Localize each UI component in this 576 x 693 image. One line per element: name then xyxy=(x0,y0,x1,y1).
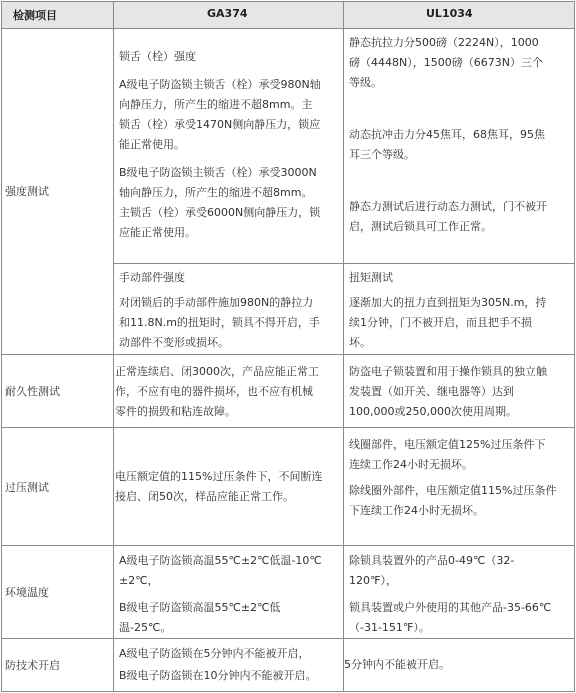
column-divider-2 xyxy=(343,1,344,692)
text-line: 应能正常使用。 xyxy=(119,226,196,239)
row-divider-environment xyxy=(1,545,575,546)
text-line: 零件的损毁和粘连故障。 xyxy=(115,405,236,418)
text-line: 静态抗拉力分500磅（2224N），1000 xyxy=(349,36,539,49)
header-test-item: 检测项目 xyxy=(13,9,57,22)
text-line: 下连续工作24小时无损坏。 xyxy=(349,504,484,517)
text-line: 锁具装置或户外使用的其他产品-35-66℃ xyxy=(349,601,552,614)
text-line: 坏。 xyxy=(349,336,371,349)
text-line: A级电子防盗锁主锁舌（栓）承受980N轴 xyxy=(119,78,321,91)
text-line: 作，不应有电的器件损坏，也不应有机械 xyxy=(115,385,313,398)
text-line: 5分钟内不能被开启。 xyxy=(344,658,450,671)
text-line: 100,000或250,000次使用周期。 xyxy=(349,405,517,418)
text-line: 能正常使用。 xyxy=(119,138,185,151)
text-line: 逐渐加大的扭力直到扭矩为305N.m，持 xyxy=(349,296,547,309)
text-line: 启，测试后锁具可工作正常。 xyxy=(349,220,492,233)
text-line: A级电子防盗锁在5分钟内不能被开启， xyxy=(119,647,310,660)
text-line: 等级。 xyxy=(349,76,382,89)
text-line: 电压额定值的115%过压条件下，不间断连 xyxy=(115,470,323,483)
text-line: 动态抗冲击力分45焦耳，68焦耳，95焦 xyxy=(349,128,545,141)
header-divider xyxy=(1,28,575,29)
text-line: 除锁具装置外的产品0-49℃（32- xyxy=(349,554,515,567)
table-border-top xyxy=(1,1,575,2)
text-line: 手动部件强度 xyxy=(119,271,185,284)
text-line: 接启、闭50次，样品应能正常工作。 xyxy=(115,490,294,503)
row-label-durability: 耐久性测试 xyxy=(5,385,60,398)
text-line: （-31-151℉）。 xyxy=(349,621,430,634)
row-divider-durability xyxy=(1,354,575,355)
header-row-background xyxy=(1,1,575,28)
text-line: 锁舌（栓）承受1470N侧向静压力，锁应 xyxy=(119,118,321,131)
text-line: 动部件不变形或损坏。 xyxy=(119,336,229,349)
comparison-table xyxy=(1,1,575,692)
text-line: 发装置（如开关、继电器等）达到 xyxy=(349,385,514,398)
text-line: 锁舌（栓）强度 xyxy=(119,50,196,63)
text-line: 耳三个等级。 xyxy=(349,148,415,161)
text-line: 对闭锁后的手动部件施加980N的静拉力 xyxy=(119,296,314,309)
header-ul1034: UL1034 xyxy=(426,7,473,20)
table-border-right xyxy=(574,1,575,692)
text-line: 除线圈外部件，电压额定值115%过压条件 xyxy=(349,484,557,497)
text-line: 向静压力，所产生的缩进不超8mm。主 xyxy=(119,98,313,111)
text-line: 扭矩测试 xyxy=(349,271,393,284)
text-line: 温-25℃。 xyxy=(119,621,172,634)
text-line: ±2℃， xyxy=(119,574,159,587)
text-line: B级电子防盗锁主锁舌（栓）承受3000N xyxy=(119,166,317,179)
text-line: 轴向静压力，所产生的缩进不超8mm。 xyxy=(119,186,313,199)
text-line: 正常连续启、闭3000次，产品应能正常工 xyxy=(115,365,319,378)
text-line: 磅（4448N），1500磅（6673N）三个 xyxy=(349,56,543,69)
table-border-left xyxy=(1,1,2,692)
row-label-environment: 环境温度 xyxy=(5,586,49,599)
text-line: 续1分钟，门不被开启，而且把手不损 xyxy=(349,316,532,329)
text-line: 和11.8N.m的扭矩时，锁具不得开启，手 xyxy=(119,316,320,329)
row-label-overvoltage: 过压测试 xyxy=(5,481,49,494)
text-line: 线圈部件，电压额定值125%过压条件下 xyxy=(349,438,546,451)
row-label-antitech: 防技术开启 xyxy=(5,659,60,672)
column-divider-1 xyxy=(113,1,114,692)
text-line: 连续工作24小时无损坏。 xyxy=(349,458,473,471)
text-line: 防盗电子锁装置和用于操作锁具的独立触 xyxy=(349,365,547,378)
header-ga374: GA374 xyxy=(207,7,248,20)
row-divider-antitech xyxy=(1,638,575,639)
row-label-strength: 强度测试 xyxy=(5,185,49,198)
table-border-bottom xyxy=(1,691,575,692)
text-line: 120℉）， xyxy=(349,574,397,587)
text-line: 主锁舌（栓）承受6000N侧向静压力，锁 xyxy=(119,206,321,219)
strength-subrow-divider xyxy=(113,263,575,264)
text-line: B级电子防盗锁在10分钟内不能被开启。 xyxy=(119,669,317,682)
text-line: B级电子防盗锁高温55℃±2℃低 xyxy=(119,601,281,614)
text-line: A级电子防盗锁高温55℃±2℃低温-10℃ xyxy=(119,554,322,567)
row-divider-overvoltage xyxy=(1,427,575,428)
text-line: 静态力测试后进行动态力测试，门不被开 xyxy=(349,200,547,213)
